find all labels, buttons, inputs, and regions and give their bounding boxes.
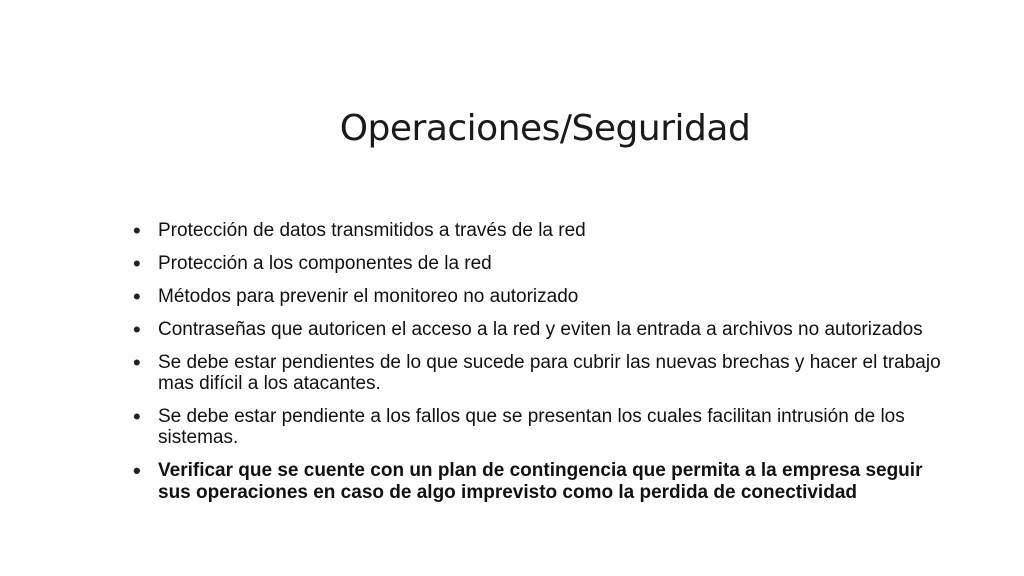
bullet-text: Verificar que se cuente con un plan de contingencia que permita a la empresa seguir sus operaciones en caso de algo imprevisto como la perdida de conectividad [158, 460, 923, 503]
bullet-item-emphasis [130, 460, 950, 504]
bullet-icon: • [133, 350, 141, 375]
bullet-list [130, 220, 950, 516]
bullet-icon: • [133, 458, 141, 483]
bullet-text: Se debe estar pendiente a los fallos que se presentan los cuales facilitan intrusión de los sistemas. [158, 406, 905, 448]
bullet-text: Contraseñas que autoricen el acceso a la red y eviten la entrada a archivos no autorizados [158, 319, 923, 340]
bullet-text: Se debe estar pendientes de lo que sucede para cubrir las nuevas brechas y hacer el trabajo mas difícil a los atacantes. [158, 352, 941, 394]
bullet-icon: • [133, 218, 141, 243]
slide-title: Operaciones/Seguridad [339, 108, 751, 149]
bullet-text: Protección de datos transmitidos a través de la red [158, 220, 586, 241]
bullet-text: Protección a los componentes de la red [158, 253, 492, 274]
bullet-item [130, 253, 950, 274]
bullet-icon: • [133, 284, 141, 309]
bullet-item [130, 352, 950, 394]
bullet-icon: • [133, 251, 141, 276]
bullet-icon: • [133, 317, 141, 342]
bullet-item [130, 286, 950, 307]
bullet-item [130, 319, 950, 340]
bullet-item [130, 220, 950, 241]
bullet-text: Métodos para prevenir el monitoreo no autorizado [158, 286, 579, 307]
bullet-icon: • [133, 404, 141, 429]
bullet-item [130, 406, 950, 448]
